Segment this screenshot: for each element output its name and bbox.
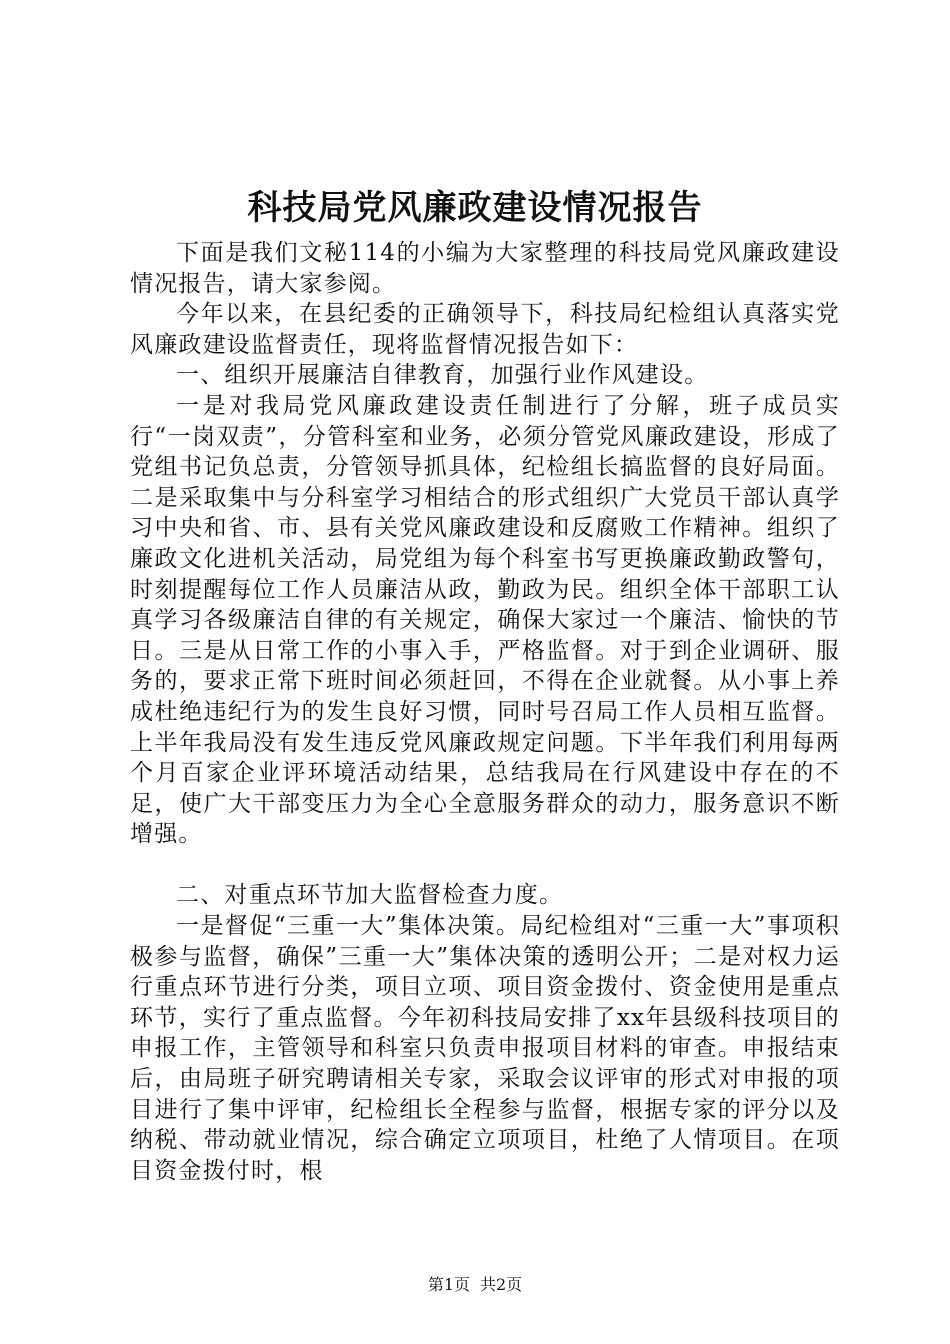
paragraph-opening: 今年以来，在县纪委的正确领导下，科技局纪检组认真落实党风廉政建设监督责任，现将监督情况报告如下： bbox=[130, 301, 840, 358]
paragraph-intro: 下面是我们文秘114的小编为大家整理的科技局党风廉政建设情况报告，请大家参阅。 bbox=[130, 240, 840, 297]
document-title: 科技局党风廉政建设情况报告 bbox=[247, 188, 703, 228]
section-heading-2: 二、对重点环节加大监督检查力度。 bbox=[176, 882, 564, 909]
paragraph-section-2: 一是督促“三重一大”集体决策。局纪检组对“三重一大”事项积极参与监督，确保”三重一大”集体决策的透明公开；二是对权力运行重点环节进行分类，项目立项、项目资金拨付、资金使用是重点环节，实行了重点监督。今年初科技局安排了xx年县级科技项目的申报工作，主管领导和科室只负责申报项目材料的审查。申报结束后，由局班子研究聘请相关专家，采取会议评审的形式对申报的项目进行了集中评审，纪检组长全程参与监督，根据专家的评分以及纳税、带动就业情况，综合确定立项项目，杜绝了人情项目。在项目资金拨付时，根 bbox=[130, 913, 840, 1184]
section-heading-1: 一、组织开展廉洁自律教育，加强行业作风建设。 bbox=[176, 362, 709, 389]
paragraph-section-1: 一是对我局党风廉政建设责任制进行了分解，班子成员实行“一岗双责”，分管科室和业务，必须分管党风廉政建设，形成了党组书记负总责，分管领导抓具体，纪检组长搞监督的良好局面。二是采取集中与分科室学习相结合的形式组织广大党员干部认真学习中央和省、市、县有关党风廉政建设和反腐败工作精神。组织了廉政文化进机关活动，局党组为每个科室书写更换廉政勤政警句，时刻提醒每位工作人员廉洁从政，勤政为民。组织全体干部职工认真学习各级廉洁自律的有关规定，确保大家过一个廉洁、愉快的节日。三是从日常工作的小事入手，严格监督。对于到企业调研、服务的，要求正常下班时间必须赶回，不得在企业就餐。从小事上养成杜绝违纪行为的发生良好习惯，同时号召局工作人员相互监督。上半年我局没有发生违反党风廉政规定问题。下半年我们利用每两个月百家企业评环境活动结果，总结我局在行风建设中存在的不足，使广大干部变压力为全心全意服务群众的动力，服务意识不断增强。 bbox=[130, 392, 840, 848]
page-number: 第1页 bbox=[427, 1275, 470, 1294]
page-footer bbox=[0, 1274, 950, 1296]
page-total: 共2页 bbox=[480, 1275, 523, 1294]
document-body bbox=[130, 238, 840, 1186]
